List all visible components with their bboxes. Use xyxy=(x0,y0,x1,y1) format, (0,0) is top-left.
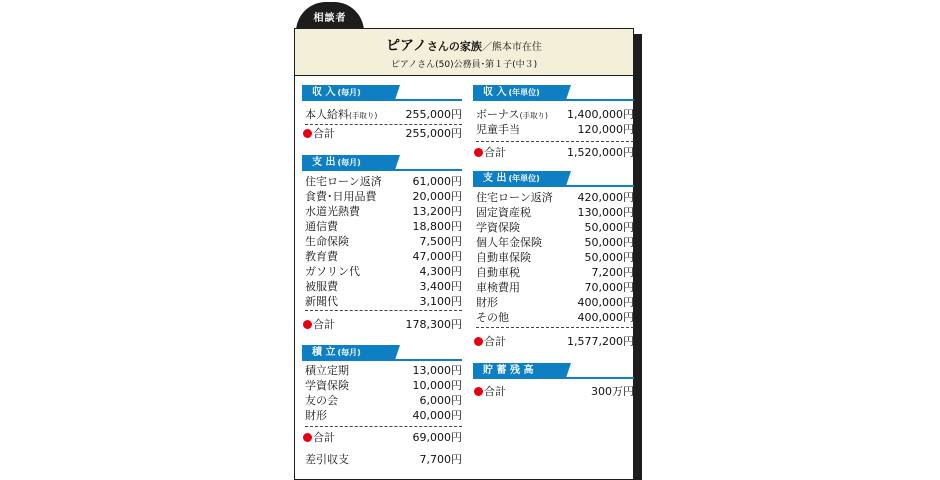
list-item xyxy=(305,107,462,122)
item-label: 積立定期 xyxy=(305,364,349,377)
item-label-note: (手取り) xyxy=(349,111,378,120)
section-subtitle: (年単位) xyxy=(508,88,540,97)
red-dot-icon xyxy=(474,337,483,346)
total-label: 合計 xyxy=(313,127,335,140)
list-item xyxy=(476,235,634,250)
list-item xyxy=(305,408,462,423)
list-item xyxy=(305,219,462,234)
item-value: 10,000円 xyxy=(412,379,462,392)
income-yearly-list xyxy=(476,107,634,137)
item-value: 130,000円 xyxy=(577,206,634,219)
list-item xyxy=(476,250,634,265)
red-dot-icon xyxy=(303,129,312,138)
total-label: 合計 xyxy=(484,335,506,348)
red-dot-icon xyxy=(474,387,483,396)
expense-yearly-list xyxy=(476,190,634,325)
item-label: 住宅ローン返済 xyxy=(305,175,382,188)
item-label: 通信費 xyxy=(305,220,338,233)
item-value: 50,000円 xyxy=(584,221,634,234)
item-label: 自動車税 xyxy=(476,266,520,279)
item-value: 3,400円 xyxy=(419,280,462,293)
savings-balance-total xyxy=(474,384,634,399)
total-value: 1,520,000円 xyxy=(567,146,634,159)
item-label: 教育費 xyxy=(305,250,338,263)
savings-monthly-list xyxy=(305,363,462,423)
list-item xyxy=(305,294,462,309)
section-rule xyxy=(302,359,462,361)
total-label: 合計 xyxy=(484,146,506,159)
item-label: 食費･日用品費 xyxy=(305,190,377,203)
item-value: 255,000円 xyxy=(405,108,462,121)
section-title: 収 入 xyxy=(312,87,336,98)
item-value: 61,000円 xyxy=(412,175,462,188)
section-title: 収 入 xyxy=(483,87,507,98)
item-label: 個人年金保険 xyxy=(476,236,542,249)
item-value: 1,400,000円 xyxy=(567,108,634,121)
header-title xyxy=(295,35,633,55)
item-label-note: (手取り) xyxy=(519,111,548,120)
item-label: 児童手当 xyxy=(476,123,520,136)
item-label: ボーナス xyxy=(476,108,520,121)
list-item xyxy=(476,220,634,235)
item-value: 7,500円 xyxy=(419,235,462,248)
section-rule xyxy=(302,99,462,101)
section-expense-yearly xyxy=(473,171,566,186)
total-label: 合計 xyxy=(484,385,506,398)
section-title: 積 立 xyxy=(312,347,336,358)
list-item xyxy=(305,189,462,204)
list-item xyxy=(305,249,462,264)
list-item xyxy=(305,234,462,249)
section-income-yearly xyxy=(473,85,566,100)
section-subtitle: (毎月) xyxy=(337,348,361,357)
list-item xyxy=(305,363,462,378)
expense-monthly-list xyxy=(305,174,462,309)
list-item xyxy=(476,295,634,310)
list-item xyxy=(305,378,462,393)
item-label: その他 xyxy=(476,311,509,324)
section-title: 支 出 xyxy=(483,173,507,184)
total-value: 255,000円 xyxy=(405,127,462,140)
list-item xyxy=(476,280,634,295)
item-label: ガソリン代 xyxy=(305,265,360,278)
item-value: 47,000円 xyxy=(412,250,462,263)
item-label: 学資保険 xyxy=(476,221,520,234)
list-item xyxy=(476,107,634,122)
item-value: 4,300円 xyxy=(419,265,462,278)
dashed-divider xyxy=(305,310,462,311)
item-label: 新聞代 xyxy=(305,295,338,308)
list-item xyxy=(305,264,462,279)
section-title: 貯 蓄 残 高 xyxy=(483,365,534,376)
family-name: ピアノ xyxy=(386,38,427,54)
section-subtitle: (年単位) xyxy=(508,174,540,183)
section-savings-balance xyxy=(473,363,566,378)
red-dot-icon xyxy=(303,320,312,329)
dashed-divider xyxy=(305,426,462,427)
item-value: 3,100円 xyxy=(419,295,462,308)
list-item xyxy=(476,190,634,205)
total-label: 合計 xyxy=(313,431,335,444)
item-label: 水道光熱費 xyxy=(305,205,360,218)
expense-yearly-total xyxy=(474,334,634,349)
total-value: 1,577,200円 xyxy=(567,335,634,348)
monthly-balance xyxy=(305,452,462,467)
item-value: 420,000円 xyxy=(577,191,634,204)
item-value: 13,000円 xyxy=(412,364,462,377)
list-item xyxy=(476,122,634,137)
family-location: ／熊本市在住 xyxy=(481,42,542,53)
section-expense-monthly xyxy=(302,155,395,170)
total-value: 178,300円 xyxy=(405,318,462,331)
item-label: 住宅ローン返済 xyxy=(476,191,553,204)
card-header xyxy=(295,29,633,76)
item-label: 学資保険 xyxy=(305,379,349,392)
family-honorific: さんの家族 xyxy=(426,40,482,53)
item-value: 40,000円 xyxy=(412,409,462,422)
red-dot-icon xyxy=(303,433,312,442)
list-item xyxy=(305,393,462,408)
section-subtitle: (毎月) xyxy=(337,158,361,167)
list-item xyxy=(476,205,634,220)
item-label: 財形 xyxy=(476,296,498,309)
red-dot-icon xyxy=(474,148,483,157)
section-rule xyxy=(302,169,462,171)
dashed-divider xyxy=(476,141,634,142)
income-monthly-total xyxy=(303,126,462,141)
item-value: 13,200円 xyxy=(412,205,462,218)
item-label: 固定資産税 xyxy=(476,206,531,219)
consultant-tag: 相談者 xyxy=(296,2,364,32)
list-item xyxy=(476,310,634,325)
list-item xyxy=(305,204,462,219)
item-value: 20,000円 xyxy=(412,190,462,203)
item-value: 6,000円 xyxy=(419,394,462,407)
income-yearly-total xyxy=(474,145,634,160)
item-label: 被服費 xyxy=(305,280,338,293)
dashed-divider xyxy=(476,327,634,328)
item-value: 70,000円 xyxy=(584,281,634,294)
family-details: ピアノさん(50)公務員･第１子(中３) xyxy=(390,60,538,70)
item-value: 7,200円 xyxy=(591,266,634,279)
item-value: 400,000円 xyxy=(577,311,634,324)
item-value: 18,800円 xyxy=(412,220,462,233)
balance-value: 7,700円 xyxy=(419,453,462,466)
item-label: 車検費用 xyxy=(476,281,520,294)
list-item xyxy=(476,265,634,280)
section-rule xyxy=(473,99,634,101)
item-value: 50,000円 xyxy=(584,236,634,249)
total-value: 300万円 xyxy=(591,385,634,398)
total-label: 合計 xyxy=(313,318,335,331)
balance-label: 差引収支 xyxy=(305,453,349,466)
list-item xyxy=(305,174,462,189)
household-budget-card xyxy=(294,28,634,480)
section-title: 支 出 xyxy=(312,157,336,168)
dashed-divider xyxy=(305,124,462,125)
total-value: 69,000円 xyxy=(412,431,462,444)
item-label: 生命保険 xyxy=(305,235,349,248)
item-label: 財形 xyxy=(305,409,327,422)
section-subtitle: (毎月) xyxy=(337,88,361,97)
expense-monthly-total xyxy=(303,317,462,332)
list-item xyxy=(305,279,462,294)
section-rule xyxy=(473,185,634,187)
section-income-monthly xyxy=(302,85,395,100)
savings-monthly-total xyxy=(303,430,462,445)
item-label: 友の会 xyxy=(305,394,338,407)
item-label: 自動車保険 xyxy=(476,251,531,264)
income-monthly-list xyxy=(305,107,462,122)
section-rule xyxy=(473,377,634,379)
item-value: 50,000円 xyxy=(584,251,634,264)
item-value: 120,000円 xyxy=(577,123,634,136)
section-savings-monthly xyxy=(302,345,395,360)
item-label: 本人給料 xyxy=(305,108,349,121)
item-value: 400,000円 xyxy=(577,296,634,309)
